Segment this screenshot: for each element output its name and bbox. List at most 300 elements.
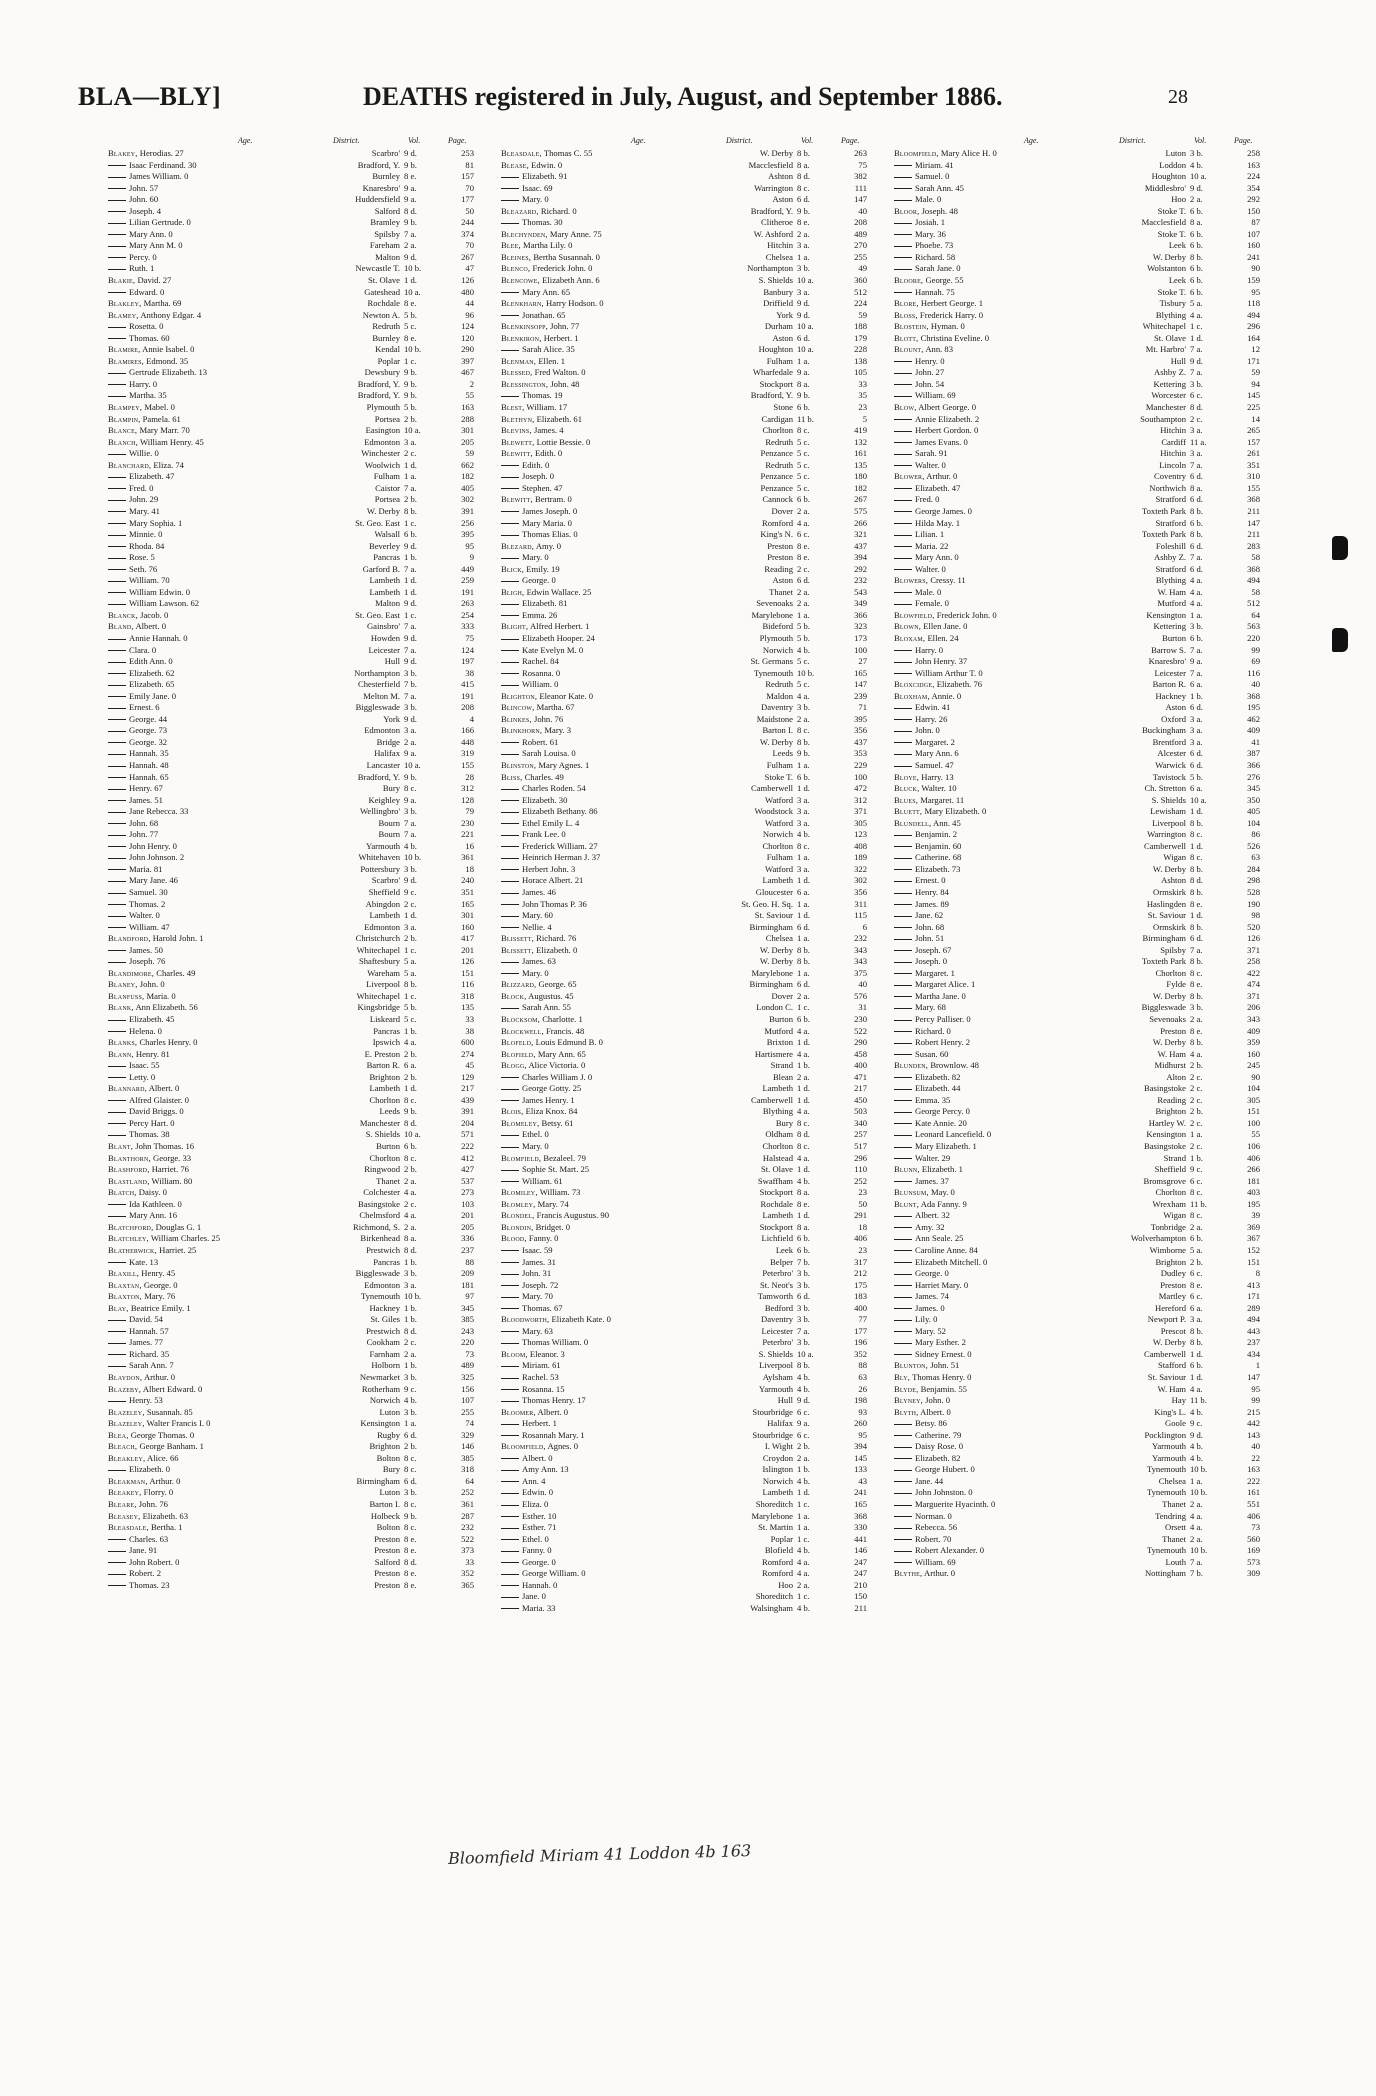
entry-volume: 8 e. <box>797 1198 810 1209</box>
entry-surname: Bly, <box>894 1371 911 1382</box>
entry-page: 369 <box>1247 1221 1260 1232</box>
ditto-dash <box>894 1112 912 1113</box>
entry-volume: 6 b. <box>1190 1233 1203 1244</box>
ditto-dash <box>894 523 912 524</box>
entry-age: 0 <box>940 355 945 366</box>
entry-district: Liverpool <box>1152 817 1186 828</box>
entry-given-name: George. <box>915 1268 943 1279</box>
entry-district: Redruth <box>372 321 400 332</box>
entry-page: 105 <box>854 367 867 378</box>
entry-district: Lincoln <box>1159 459 1186 470</box>
entry-given-name: Hannah. <box>129 748 158 759</box>
entry-page: 217 <box>854 1083 867 1094</box>
register-entry <box>108 310 480 322</box>
ditto-dash <box>501 488 519 489</box>
register-entry <box>108 610 480 622</box>
register-entry <box>894 1291 1266 1303</box>
entry-age: 57 <box>160 1325 169 1336</box>
register-entry <box>501 437 873 449</box>
entry-district: Brentford <box>1152 736 1186 747</box>
entry-given-name: George. <box>538 979 566 990</box>
entry-page: 408 <box>854 840 867 851</box>
ditto-dash <box>108 869 126 870</box>
ditto-dash <box>108 1539 126 1540</box>
entry-age: 76 <box>148 563 158 574</box>
entry-volume: 3 b. <box>797 1302 810 1313</box>
entry-page: 412 <box>461 1152 474 1163</box>
ditto-dash <box>894 916 912 917</box>
entry-given-name: Phoebe. <box>915 240 943 251</box>
entry-district: Fareham <box>369 240 400 251</box>
entry-district: Toxteth Park <box>1141 956 1186 967</box>
entry-age: 44 <box>951 1083 961 1094</box>
entry-page: 145 <box>1247 390 1260 401</box>
entry-page: 143 <box>1247 1429 1260 1440</box>
register-entry <box>894 1037 1266 1049</box>
entry-given-name: Josiah. <box>915 217 939 228</box>
entry-age: 0 <box>941 563 946 574</box>
entry-volume: 7 b. <box>1190 1568 1203 1579</box>
entry-given-name: Nellie. <box>522 921 546 932</box>
register-entry <box>108 217 480 229</box>
ditto-dash <box>501 604 519 605</box>
entry-district: Brighton <box>1155 1256 1186 1267</box>
entry-district: London C. <box>756 1002 793 1013</box>
entry-volume: 8 d. <box>797 171 810 182</box>
entry-volume: 5 c. <box>404 321 417 332</box>
entry-given-name: William Lawson. <box>129 598 189 609</box>
entry-page: 560 <box>1247 1533 1260 1544</box>
entry-volume: 2 a. <box>1190 194 1203 205</box>
entry-district: Martley <box>1158 1291 1186 1302</box>
entry-surname: Blunsum, <box>894 1187 929 1198</box>
entry-age: 90 <box>600 1210 609 1221</box>
entry-page: 375 <box>854 967 867 978</box>
ditto-dash <box>501 904 519 905</box>
entry-district: Bourn <box>378 817 400 828</box>
register-entry <box>108 772 480 784</box>
ditto-dash <box>501 823 519 824</box>
entry-age: 15 <box>555 1383 565 1394</box>
entry-given-name: Joseph. <box>915 956 941 967</box>
entry-age: 1 <box>978 298 984 309</box>
entry-page: 437 <box>854 736 867 747</box>
entry-volume: 2 b. <box>1190 1256 1203 1267</box>
entry-page: 263 <box>461 598 474 609</box>
entry-volume: 9 c. <box>1190 1164 1203 1175</box>
entry-age: 0 <box>936 194 942 205</box>
entry-page: 356 <box>854 725 867 736</box>
ditto-dash <box>501 1597 519 1598</box>
entry-district: S. Shields <box>758 1348 793 1359</box>
entry-age: 65 <box>160 771 169 782</box>
entry-surname: Bloss, <box>894 309 918 320</box>
entry-volume: 6 b. <box>1190 286 1203 297</box>
entry-page: 449 <box>461 563 474 574</box>
entry-page: 336 <box>461 1233 474 1244</box>
entry-district: Haslingden <box>1146 898 1186 909</box>
register-entry <box>108 287 480 299</box>
ditto-dash <box>501 916 519 917</box>
entry-age: 47 <box>951 482 961 493</box>
entry-page: 59 <box>465 448 474 459</box>
entry-given-name: Betsy. <box>915 1418 937 1429</box>
entry-volume: 4 a. <box>797 1152 810 1163</box>
entry-page: 195 <box>1247 702 1260 713</box>
ditto-dash <box>894 1481 912 1482</box>
entry-surname: Bleare, <box>108 1498 137 1509</box>
entry-district: Preston <box>767 552 793 563</box>
entry-volume: 3 a. <box>797 286 810 297</box>
register-entry <box>894 333 1266 345</box>
entry-page: 173 <box>854 632 867 643</box>
entry-page: 96 <box>465 309 474 320</box>
entry-volume: 8 d. <box>1190 875 1203 886</box>
register-entry <box>501 875 873 887</box>
register-entry <box>894 598 1266 610</box>
entry-page: 120 <box>461 332 474 343</box>
entry-volume: 6 d. <box>404 1475 417 1486</box>
entry-page: 191 <box>461 586 474 597</box>
entry-volume: 4 a. <box>1190 1048 1203 1059</box>
entry-surname: Blowfield, <box>894 609 935 620</box>
entry-given-name: Sarah Ann. <box>522 1002 561 1013</box>
entry-surname: Blissett, <box>501 944 535 955</box>
register-entry <box>501 1314 873 1326</box>
entry-given-name: Benjamin. <box>915 840 951 851</box>
entry-age: 73 <box>158 725 168 736</box>
ditto-dash <box>501 1481 519 1482</box>
entry-volume: 10 b. <box>404 852 422 863</box>
entry-given-name: Willie. <box>129 448 153 459</box>
entry-district: Tynemouth <box>360 1291 400 1302</box>
entry-age: 36 <box>578 898 587 909</box>
entry-volume: 9 b. <box>404 367 417 378</box>
register-entry <box>501 229 873 241</box>
entry-page: 110 <box>854 1164 867 1175</box>
entry-district: Watford <box>765 817 793 828</box>
entry-given-name: Rose. <box>129 552 149 563</box>
register-entry <box>501 575 873 587</box>
entry-age: 1 <box>585 621 590 632</box>
entry-given-name: Harry Hodson. <box>546 298 598 309</box>
entry-volume: 2 c. <box>1190 1117 1203 1128</box>
entry-page: 31 <box>858 1002 867 1013</box>
entry-district: Rotherham <box>361 1383 400 1394</box>
entry-given-name: James Joseph. <box>522 505 571 516</box>
entry-volume: 1 a. <box>797 852 810 863</box>
entry-given-name: Thomas Elias. <box>522 529 572 540</box>
entry-given-name: Mary. <box>522 1325 543 1336</box>
entry-page: 201 <box>461 944 474 955</box>
entry-age: 0 <box>941 875 946 886</box>
entry-page: 77 <box>858 1314 867 1325</box>
entry-page: 329 <box>461 1429 474 1440</box>
entry-page: 151 <box>1247 1106 1260 1117</box>
entry-given-name: Charles William J. <box>522 1071 586 1082</box>
entry-district: Mutford <box>764 1025 793 1036</box>
entry-age: 4 <box>156 205 161 216</box>
entry-surname: Blythe, <box>894 1568 923 1579</box>
entry-district: Norwich <box>369 1395 400 1406</box>
entry-age: 37 <box>591 852 601 863</box>
entry-page: 147 <box>854 194 867 205</box>
ditto-dash <box>894 246 912 247</box>
entry-given-name: Mary. <box>522 552 543 563</box>
entry-page: 352 <box>461 1568 474 1579</box>
entry-page: 256 <box>461 517 474 528</box>
entry-given-name: William. <box>915 1556 945 1567</box>
entry-given-name: John. <box>930 1360 949 1371</box>
entry-volume: 6 d. <box>797 194 810 205</box>
register-entry <box>894 1002 1266 1014</box>
entry-district: Norwich <box>762 644 793 655</box>
register-entry <box>894 852 1266 864</box>
entry-given-name: Agnes. <box>547 1441 572 1452</box>
entry-page: 573 <box>1247 1556 1260 1567</box>
ditto-dash <box>501 1401 519 1402</box>
entry-volume: 3 b. <box>1190 378 1203 389</box>
entry-volume: 6 d. <box>1190 540 1203 551</box>
entry-district: Bideford <box>762 621 793 632</box>
entry-age: 47 <box>945 759 954 770</box>
entry-district: Shaftesbury <box>358 956 400 967</box>
entry-district: W. Derby <box>759 956 793 967</box>
entry-page: 164 <box>1247 332 1260 343</box>
entry-age: 84 <box>568 1106 578 1117</box>
entry-district: Camberwell <box>751 783 793 794</box>
register-entry <box>501 494 873 506</box>
register-entry <box>501 1280 873 1292</box>
register-entry <box>108 1291 480 1303</box>
entry-district: Toxteth Park <box>1141 529 1186 540</box>
entry-district: Kingsbridge <box>357 1002 400 1013</box>
entry-age: 10 <box>547 1510 557 1521</box>
entry-volume: 2 a. <box>797 990 810 1001</box>
entry-age: 77 <box>154 1337 163 1348</box>
register-entry <box>108 1534 480 1546</box>
entry-page: 116 <box>1247 667 1260 678</box>
register-entry <box>501 1072 873 1084</box>
entry-given-name: Rosanna. <box>522 1383 554 1394</box>
entry-age: 0 <box>961 990 966 1001</box>
entry-surname: Blatchford, <box>108 1221 154 1232</box>
entry-volume: 4 b. <box>1190 1441 1203 1452</box>
ditto-dash <box>501 789 519 790</box>
entry-volume: 8 b. <box>797 1360 810 1371</box>
entry-page: 489 <box>854 228 867 239</box>
entry-page: 182 <box>461 471 474 482</box>
entry-page: 261 <box>1247 448 1260 459</box>
entry-volume: 2 c. <box>1190 1094 1203 1105</box>
entry-page: 115 <box>854 910 867 921</box>
entry-surname: Bloomer, <box>501 1406 536 1417</box>
register-entry <box>894 1245 1266 1257</box>
entry-district: Edmonton <box>364 1279 400 1290</box>
entry-volume: 1 d. <box>1190 806 1203 817</box>
entry-age: 0 <box>967 505 972 516</box>
entry-volume: 8 b. <box>1190 921 1203 932</box>
register-entry <box>108 806 480 818</box>
entry-page: 343 <box>854 944 867 955</box>
register-entry <box>108 1441 480 1453</box>
entry-volume: 7 a. <box>1190 1556 1203 1567</box>
ditto-dash <box>501 188 519 189</box>
ditto-dash <box>108 373 126 374</box>
entry-age: 0 <box>561 829 566 840</box>
entry-district: St. Neot's <box>759 1279 793 1290</box>
entry-district: Prescot <box>1160 1325 1186 1336</box>
column-header <box>108 136 480 148</box>
entry-page: 224 <box>854 298 867 309</box>
entry-given-name: Edmond. <box>146 355 178 366</box>
entry-page: 147 <box>854 679 867 690</box>
ditto-dash <box>501 511 519 512</box>
entry-age: 76 <box>567 933 577 944</box>
entry-page: 266 <box>854 517 867 528</box>
entry-page: 391 <box>461 505 474 516</box>
entry-age: 0 <box>990 1498 996 1509</box>
ditto-dash <box>894 454 912 455</box>
entry-district: Knaresbro' <box>362 182 400 193</box>
entry-volume: 1 b. <box>404 1314 417 1325</box>
entry-age: 32 <box>941 1210 950 1221</box>
ditto-dash <box>108 777 126 778</box>
entry-district: Garford B. <box>362 563 400 574</box>
entry-district: Warwick <box>1155 759 1186 770</box>
entry-page: 146 <box>854 1545 867 1556</box>
register-entry <box>501 483 873 495</box>
register-entry <box>108 1522 480 1534</box>
entry-given-name: Kate. <box>129 1256 148 1267</box>
entry-district: Sevenoaks <box>756 598 793 609</box>
register-entry <box>501 1591 873 1603</box>
entry-district: Ormskirk <box>1153 921 1186 932</box>
entry-page: 104 <box>1247 1083 1260 1094</box>
entry-page: 87 <box>1251 217 1260 228</box>
ditto-dash <box>894 939 912 940</box>
entry-page: 494 <box>1247 575 1260 586</box>
entry-district: Colchester <box>363 1187 400 1198</box>
entry-district: Portsea <box>374 494 400 505</box>
entry-district: Peterbro' <box>762 1268 793 1279</box>
entry-volume: 1 d. <box>404 586 417 597</box>
entry-given-name: George. <box>129 725 157 736</box>
entry-district: Aylsham <box>762 1371 793 1382</box>
entry-district: Penzance <box>760 448 793 459</box>
entry-district: Northampton <box>354 667 400 678</box>
entry-age: 0 <box>983 1256 988 1267</box>
entry-age: 76 <box>156 956 166 967</box>
entry-given-name: Isaac. <box>522 182 542 193</box>
entry-district: Islington <box>762 1464 793 1475</box>
entry-district: I. Wight <box>764 1441 793 1452</box>
entry-given-name: Amy. <box>535 540 555 551</box>
entry-age: 1 <box>574 332 579 343</box>
entry-given-name: James. <box>522 1256 546 1267</box>
entry-age: 0 <box>572 944 578 955</box>
entry-given-name: Miriam. <box>915 159 943 170</box>
entry-district: Burton <box>1162 632 1186 643</box>
entry-district: Salford <box>374 205 400 216</box>
entry-page: 169 <box>1247 1545 1260 1556</box>
entry-surname: Bloye, <box>894 771 920 782</box>
entry-age: 0 <box>185 586 191 597</box>
entry-district: Newcastle T. <box>355 263 400 274</box>
entry-age: 91 <box>148 1545 158 1556</box>
register-entry <box>501 887 873 899</box>
entry-page: 205 <box>461 436 474 447</box>
entry-given-name: John. <box>138 1498 158 1509</box>
entry-page: 422 <box>1247 967 1260 978</box>
ditto-dash <box>108 1366 126 1367</box>
entry-district: Richmond, S. <box>352 1221 400 1232</box>
entry-given-name: Elizabeth. <box>936 679 972 690</box>
ditto-dash <box>894 927 912 928</box>
entry-given-name: John. <box>915 367 934 378</box>
entry-volume: 8 c. <box>797 1117 810 1128</box>
ditto-dash <box>501 1585 519 1586</box>
entry-volume: 8 b. <box>797 148 810 158</box>
entry-page: 47 <box>465 263 474 274</box>
register-entry <box>501 541 873 553</box>
entry-surname: Blenkiron, <box>501 332 542 343</box>
entry-given-name: John. <box>550 321 569 332</box>
entry-given-name: May. <box>930 1187 949 1198</box>
entry-district: Goole <box>1164 1418 1186 1429</box>
entry-volume: 8 b. <box>1190 990 1203 1001</box>
entry-page: 360 <box>854 275 867 286</box>
entry-district: Thanet <box>769 586 793 597</box>
register-entry <box>501 518 873 530</box>
entry-given-name: Pamela. <box>142 413 171 424</box>
entry-given-name: John. <box>550 378 569 389</box>
ditto-dash <box>108 500 126 501</box>
entry-age: 24 <box>586 632 595 643</box>
entry-district: Ormskirk <box>1153 887 1186 897</box>
entry-district: Farnham <box>369 1348 400 1359</box>
entry-page: 405 <box>461 482 474 493</box>
entry-district: Ch. Stretton <box>1144 783 1186 794</box>
entry-page: 520 <box>1247 921 1260 932</box>
entry-surname: Blois, <box>501 1106 524 1117</box>
entry-volume: 10 b. <box>1190 1464 1208 1475</box>
entry-age: 61 <box>564 1117 574 1128</box>
entry-page: 512 <box>1247 598 1260 609</box>
register-entry <box>501 471 873 483</box>
entry-district: Plymouth <box>366 402 400 413</box>
entry-age: 0 <box>544 552 549 563</box>
entry-volume: 3 a. <box>1190 425 1203 436</box>
entry-district: Wellingbro' <box>360 806 400 817</box>
entry-given-name: Charles Henry. <box>139 1037 191 1048</box>
ditto-dash <box>501 465 519 466</box>
entry-volume: 2 a. <box>797 598 810 609</box>
entry-volume: 4 b. <box>797 1475 810 1486</box>
entry-page: 512 <box>854 286 867 297</box>
entry-given-name: George. <box>143 1279 172 1290</box>
entry-district: W. Derby <box>759 148 793 158</box>
ditto-dash <box>108 396 126 397</box>
entry-volume: 4 b. <box>797 1383 810 1394</box>
entry-district: Whitechapel <box>356 944 400 955</box>
register-entry <box>108 714 480 726</box>
entry-district: Bradford, Y. <box>357 771 400 782</box>
entry-district: Preston <box>374 1568 400 1579</box>
register-entry <box>108 183 480 195</box>
entry-district: Pancras <box>373 1025 400 1036</box>
entry-age: 74 <box>560 1198 569 1209</box>
